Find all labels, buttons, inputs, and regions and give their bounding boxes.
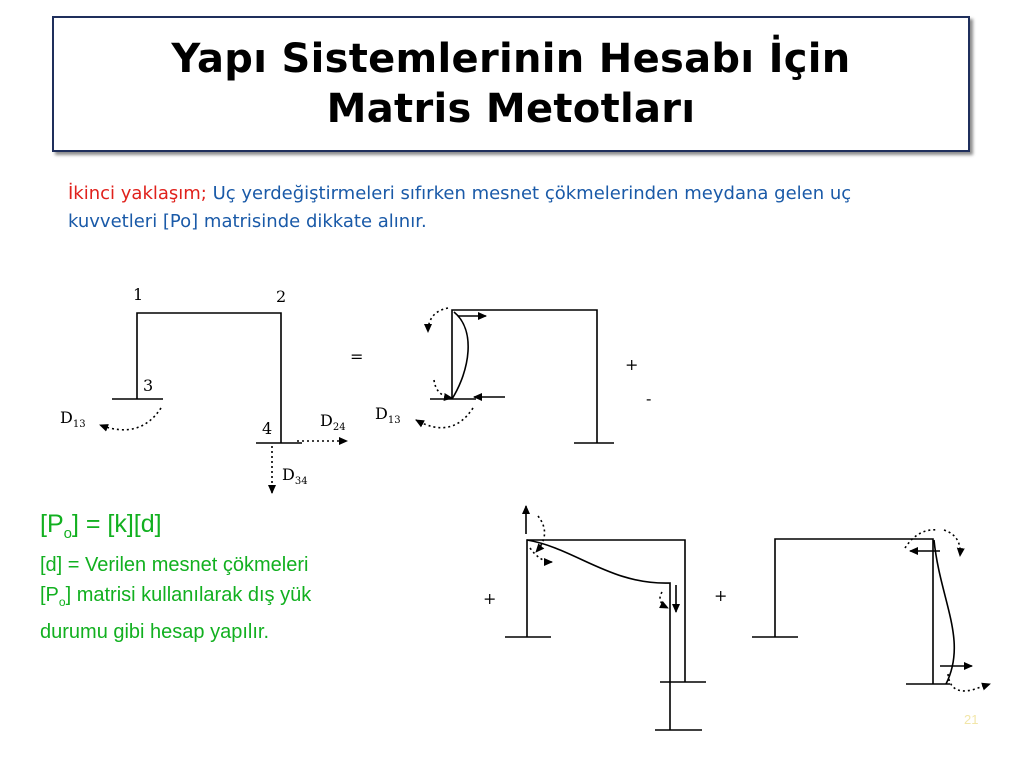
frame-c-left-moment-arrow-1 — [536, 516, 545, 552]
frame-c-left-moment-arrow-2 — [530, 548, 552, 562]
frame-b-d13-letter: D — [375, 404, 388, 423]
d34-subscript: 34 — [294, 476, 308, 487]
node-3-label: 3 — [143, 376, 154, 395]
frame-d — [752, 530, 990, 691]
frame-b-deflected-shape — [452, 312, 468, 399]
d24-label — [320, 411, 346, 433]
formula-subscript: o — [63, 525, 72, 542]
node-2-label: 2 — [276, 287, 287, 306]
formula-p: [P — [40, 510, 64, 538]
definition-closing: durumu gibi hesap yapılır. — [40, 621, 270, 643]
notes-block — [40, 508, 440, 647]
d24-subscript: 24 — [332, 422, 346, 433]
frame-b — [416, 308, 614, 443]
frame-b-bottom-moment-arrow — [434, 380, 452, 398]
d13-letter: D — [60, 408, 73, 427]
rotation-d13-arrow — [100, 408, 161, 430]
plus-sign-3: + — [714, 586, 728, 605]
plus-sign-1: + — [625, 355, 639, 374]
frame-b-d13-subscript: 13 — [387, 415, 401, 426]
formula-line — [40, 508, 440, 550]
definition-po-p: [P — [40, 584, 59, 606]
frame-d-deflected-shape — [934, 540, 954, 684]
title-line-2: Matris Metotları — [326, 86, 696, 132]
frame-c-right-moment-arrow — [660, 592, 668, 608]
frame-d-bottom-moment-arrow — [948, 674, 990, 691]
frame-b-rotation-arrow — [416, 408, 473, 428]
frame-a-members — [137, 313, 281, 443]
node-1-label: 1 — [133, 285, 144, 304]
intro-label: İkinci yaklaşım; — [68, 183, 207, 204]
equals-sign: = — [350, 347, 364, 366]
d24-letter: D — [320, 411, 333, 430]
definition-po-rest: ] matrisi kullanılarak dış yük — [65, 584, 312, 606]
frame-d-members — [775, 539, 933, 684]
frame-b-members — [452, 310, 597, 443]
frame-c-deflected-shape — [527, 540, 670, 730]
title-line-1: Yapı Sistemlerinin Hesabı İçin — [171, 36, 851, 82]
frame-c — [505, 506, 706, 730]
d13-label — [60, 408, 86, 430]
node-4-label: 4 — [262, 419, 273, 438]
formula-rest: ] = [k][d] — [71, 510, 162, 538]
intro-text: Uç yerdeğiştirmeleri sıfırken mesnet çökmelerinden meydana gelen uç kuvvetleri [Po] matrisinde dikkate alınır. — [68, 183, 852, 232]
definition-po — [40, 580, 440, 617]
d34-letter: D — [282, 465, 295, 484]
frame-b-d13-label — [375, 404, 401, 426]
frame-a — [100, 313, 347, 493]
frame-b-top-moment-arrow — [428, 308, 448, 332]
page-number: 21 — [964, 712, 979, 727]
frame-d-top-moment-arrow — [944, 530, 960, 556]
definition-d: [d] = Verilen mesnet çökmeleri — [40, 554, 309, 576]
d34-label — [282, 465, 308, 487]
definition-po-subscript: o — [58, 595, 66, 609]
d13-subscript: 13 — [72, 419, 86, 430]
minus-sign-1: - — [646, 389, 652, 408]
plus-sign-2: + — [483, 589, 497, 608]
